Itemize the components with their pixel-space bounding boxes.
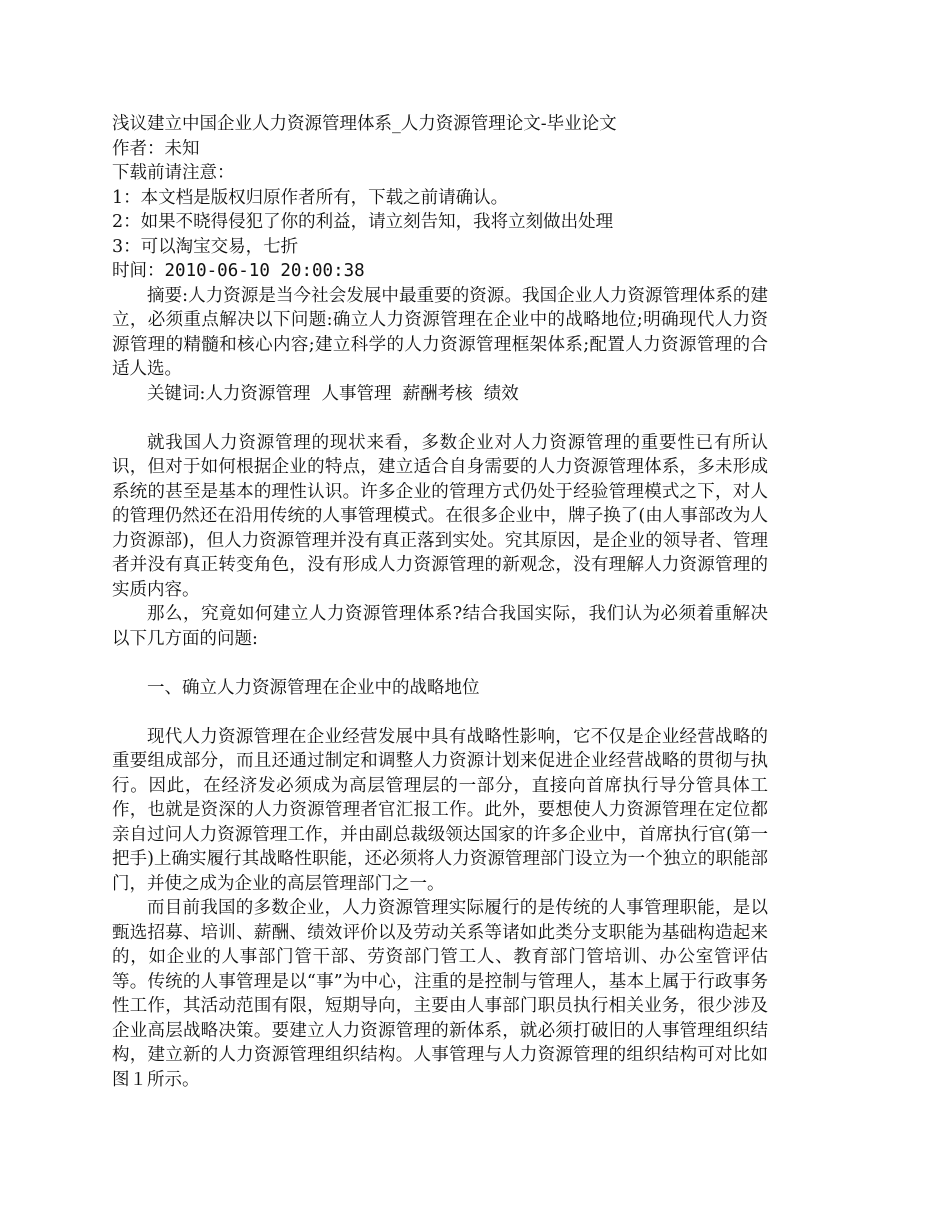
notice-heading: 下载前请注意： bbox=[112, 163, 235, 183]
body-paragraph-1: 就我国人力资源管理的现状来看，多数企业对人力资源管理的重要性已有所认识，但对于如何根据企业的特点，建立适合自身需要的人力资源管理体系，多未形成系统的甚至是基本的理性认识。许多企业的管理方式仍处于经验管理模式之下，对人的管理仍然还在沿用传统的人事管理模式。在很多企业中，牌子换了(由人事部改为人力资源部)，但人力资源管理并没有真正落到实处。究其原因，是企业的领导者、管理者并没有真正转变角色，没有形成人力资源管理的新观念，没有理解人力资源管理的实质内容。 bbox=[112, 432, 768, 600]
spacer bbox=[112, 406, 768, 431]
section-heading-1: 一、确立人力资源管理在企业中的战略地位 bbox=[147, 677, 480, 698]
time-label: 时间： bbox=[112, 261, 165, 281]
notice-item-1: 1：本文档是版权归原作者所有，下载之前请确认。 bbox=[112, 187, 509, 208]
body-paragraph-4: 而目前我国的多数企业，人力资源管理实际履行的是传统的人事管理职能，是以甄选招募、培训、薪酬、绩效评价以及劳动关系等诸如此类分支职能为基础构造起来的，如企业的人事部门管干部、劳资部门管工人、教育部门管培训、办公室管评估等。传统的人事管理是以“事”为中心，注重的是控制与管理人，基本上属于行政事务性工作，其活动范围有限，短期导向，主要由人事部门职员执行相关业务，很少涉及企业高层战略决策。要建立人力资源管理的新体系，就必须打破旧的人事管理组织结构，建立新的人力资源管理组织结构。人事管理与人力资源管理的组织结构可对比如图１所示。 bbox=[112, 898, 768, 1090]
notice-item-3: 3：可以淘宝交易，七折 bbox=[112, 236, 299, 257]
spacer bbox=[112, 651, 768, 676]
body-paragraph-2: 那么，究竟如何建立人力资源管理体系?结合我国实际，我们认为必须着重解决以下几方面的问题: bbox=[112, 604, 768, 649]
abstract-paragraph: 摘要:人力资源是当今社会发展中最重要的资源。我国企业人力资源管理体系的建立，必须重点解决以下问题:确立人力资源管理在企业中的战略地位;明确现代人力资源管理的精髓和核心内容;建立科学的人力资源管理框架体系;配置人力资源管理的合适人选。 bbox=[112, 285, 768, 379]
author-line: 作者：未知 bbox=[112, 138, 200, 159]
spacer bbox=[112, 700, 768, 725]
document-page bbox=[112, 112, 768, 1092]
time-value: 2010-06-10 20:00:38 bbox=[164, 261, 365, 281]
keywords-line: 关键词:人力资源管理 人事管理 薪酬考核 绩效 bbox=[147, 383, 519, 404]
document-title: 浅议建立中国企业人力资源管理体系_人力资源管理论文-毕业论文 bbox=[112, 114, 617, 134]
notice-item-2: 2：如果不晓得侵犯了你的利益，请立刻告知，我将立刻做出处理 bbox=[112, 212, 614, 232]
body-paragraph-3: 现代人力资源管理在企业经营发展中具有战略性影响，它不仅是企业经营战略的重要组成部分，而且还通过制定和调整人力资源计划来促进企业经营战略的贯彻与执行。因此，在经济发必须成为高层管理层的一部分，直接向首席执行导分管具体工作，也就是资深的人力资源管理者官汇报工作。此外，要想使人力资源管理在定位都亲自过问人力资源管理工作，并由副总裁级领达国家的许多企业中，首席执行官(第一把手)上确实履行其战略性职能，还必须将人力资源管理部门设立为一个独立的职能部门，并使之成为企业的高层管理部门之一。 bbox=[112, 726, 768, 894]
time-line bbox=[112, 259, 768, 284]
